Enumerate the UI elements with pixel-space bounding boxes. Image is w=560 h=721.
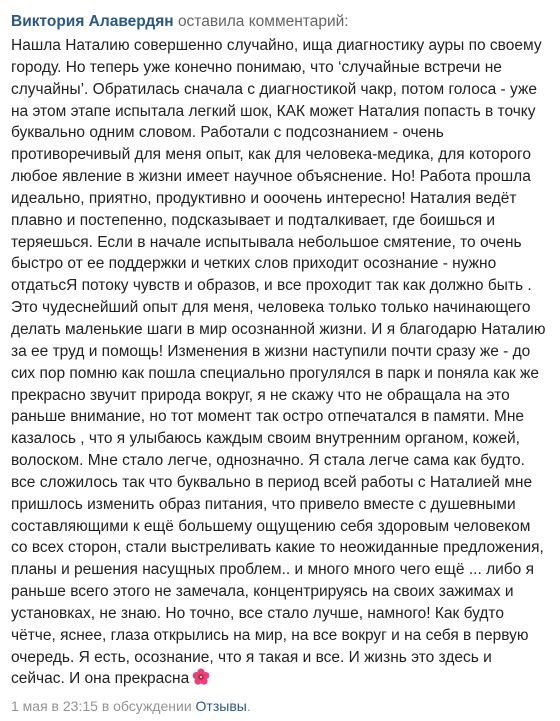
comment-text: Нашла Наталию совершенно случайно, ища диагностику ауры по своему городу. Но теперь уже конечно понимаю, что ‘случайные встречи не случайны’. Обратилась сначала с диагностикой чакр, потом голоса - уже на этом этапе испытала легкий шок, КАК может Наталия попасть в точку буквально одним словом. Работали с подсознанием - очень противоречивый для меня опыт, как для человека-медика, для которого любое явление в жизни имеет научное объяснение. Но! Работа прошла идеально, приятно, продуктивно и ооочень интересно! Наталия ведёт плавно и постепенно, подсказывает и подталкивает, где боишься и теряешься. Если в начале испытывала небольшое смятение, то очень быстро от ее поддержки и четких слов приходит осознание - нужно отдатьсЯ потоку чувств и образов, и все проходит так как должно быть . Это чудеснейший опыт для меня, человека только только начинающего делать маленькие шаги в мир осознанной жизни. И я благодарю Наталию за ее труд и помощь! Изменения в жизни наступили почти сразу же - до сих пор помню как пошла специально прогулялся в парк и поняла как же прекрасно звучит природа вокруг, я не скажу что не обращала на это раньше внимание, но тот момент так остро отпечатался в памяти. Мне казалось , что я улыбаюсь каждым своим внутренним органом, кожей, волоском. Мне стало легче, однозначно. Я стала легче сама как будто. все сложилось так что буквально в период всей работы с Наталией мне пришлось изменить образ питания, что привело вместе с душевными составляющими к ещё большему ощущению себя здоровым человеком со всех сторон, стали выстреливать какие то неожиданные предложения, планы и решения насущных проблем.. и много много чего ещё ... либо я раньше всего этого не замечала, концентрируясь на своих зажимах и установках, не знаю. Но точно, все стало лучше, намного! Как будто чётче, яснее, глаза открылись на мир, на все вокруг и на себя в первую очередь. Я есть, осознание, что я такая и все. И жизнь это здесь и сейчас. И она прекрасна [11,37,546,688]
comment-context: в обсуждении [101,698,192,715]
author-name-link[interactable]: Виктория Алавердян [11,13,174,30]
comment-date-link[interactable]: 1 мая в 23:15 [11,698,98,715]
comment-header [11,12,546,32]
comment-body [11,35,546,693]
comment-meta [11,697,546,715]
hibiscus-icon [192,668,210,693]
comment-action-text: оставила комментарий: [177,13,349,30]
topic-suffix: . [246,698,251,715]
topic-link[interactable]: Отзывы [195,698,247,715]
